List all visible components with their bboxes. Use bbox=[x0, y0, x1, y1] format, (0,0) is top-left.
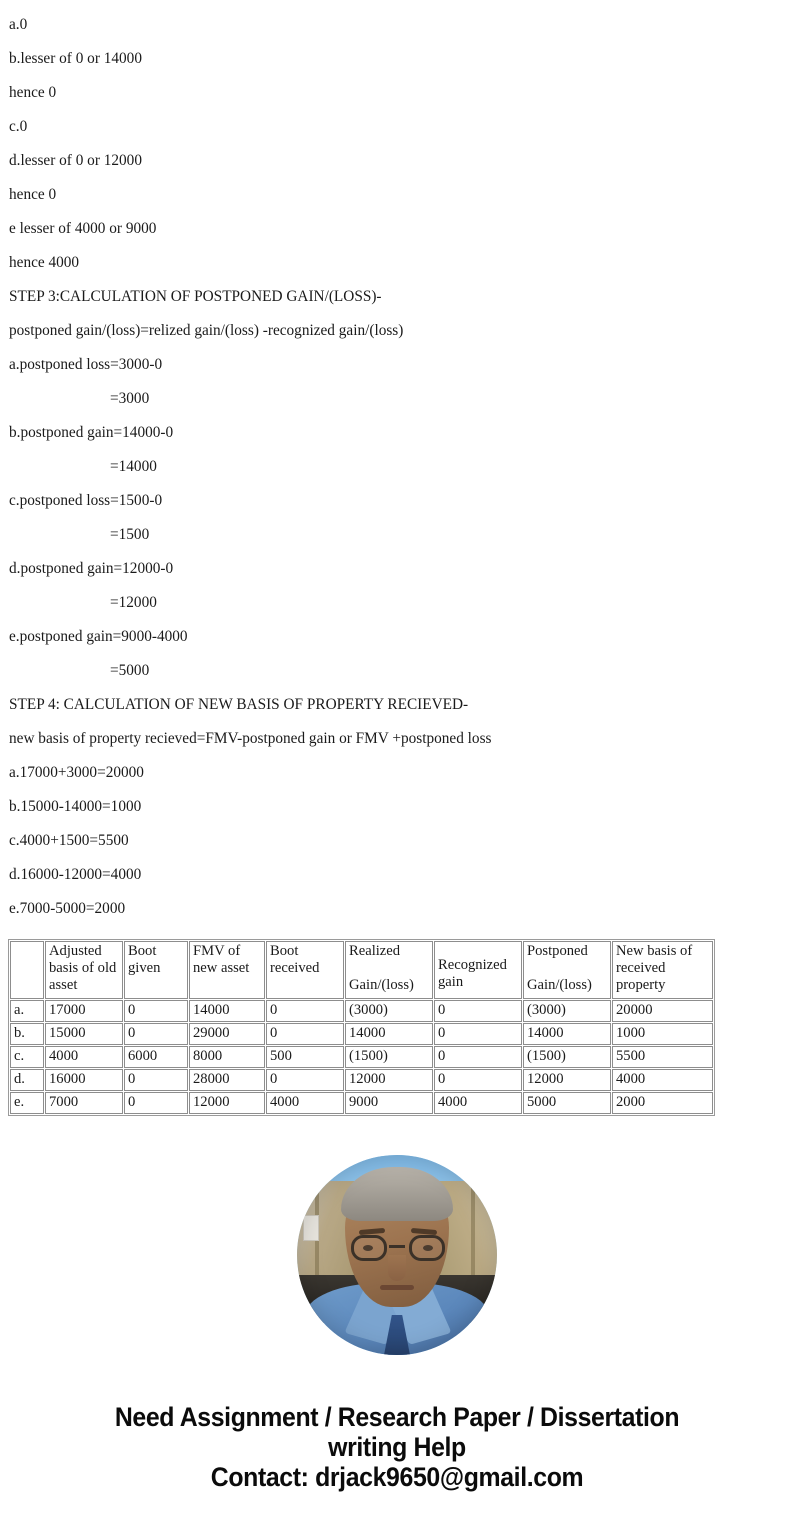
document-line: b.postponed gain=14000-0 bbox=[9, 424, 174, 441]
table-row bbox=[10, 1023, 713, 1045]
cell-postponed-gain-loss: 14000 bbox=[523, 1023, 611, 1045]
results-table-header bbox=[10, 941, 713, 999]
document-line: b.lesser of 0 or 14000 bbox=[9, 50, 142, 67]
cell-adjusted-basis: 4000 bbox=[45, 1046, 123, 1068]
header-cell-postponed-gain-loss bbox=[523, 941, 611, 999]
cell-postponed-gain-loss: 12000 bbox=[523, 1069, 611, 1091]
document-line: =1500 bbox=[110, 526, 150, 543]
document-line: STEP 3:CALCULATION OF POSTPONED GAIN/(LOSS)- bbox=[9, 288, 382, 305]
cell-row-label: c. bbox=[10, 1046, 44, 1068]
document-line: d.lesser of 0 or 12000 bbox=[9, 152, 142, 169]
document-line: c.0 bbox=[9, 118, 28, 135]
cell-fmv-new-asset: 14000 bbox=[189, 1000, 265, 1022]
table-row bbox=[10, 1000, 713, 1022]
cell-new-basis: 1000 bbox=[612, 1023, 713, 1045]
cell-boot-received: 4000 bbox=[266, 1092, 344, 1114]
table-header-row bbox=[10, 941, 713, 999]
document-line: d.16000-12000=4000 bbox=[9, 866, 142, 883]
header-cell-realized-gain-loss bbox=[345, 941, 433, 999]
document-line: e.7000-5000=2000 bbox=[9, 900, 126, 917]
document-line: hence 0 bbox=[9, 84, 57, 101]
cell-adjusted-basis: 7000 bbox=[45, 1092, 123, 1114]
cell-boot-received: 0 bbox=[266, 1023, 344, 1045]
results-table-container bbox=[8, 939, 708, 1116]
document-line: e.postponed gain=9000-4000 bbox=[9, 628, 188, 645]
document-line: e lesser of 4000 or 9000 bbox=[9, 220, 157, 237]
header-line-3: property bbox=[616, 977, 666, 993]
cell-new-basis: 4000 bbox=[612, 1069, 713, 1091]
header-line-2: Gain/(loss) bbox=[349, 977, 414, 993]
header-line-2: Gain/(loss) bbox=[527, 977, 592, 993]
table-row bbox=[10, 1046, 713, 1068]
cell-recognized-gain: 0 bbox=[434, 1069, 522, 1091]
header-cell-boot-received bbox=[266, 941, 344, 999]
cell-boot-received: 500 bbox=[266, 1046, 344, 1068]
document-line: postponed gain/(loss)=relized gain/(loss) -recognized gain/(loss) bbox=[9, 322, 404, 339]
header-line-1: Postponed bbox=[527, 943, 588, 959]
results-table bbox=[8, 939, 715, 1116]
document-line: a.17000+3000=20000 bbox=[9, 764, 144, 781]
cell-recognized-gain: 0 bbox=[434, 1000, 522, 1022]
cell-realized-gain-loss: 14000 bbox=[345, 1023, 433, 1045]
document-line: d.postponed gain=12000-0 bbox=[9, 560, 174, 577]
document-line: STEP 4: CALCULATION OF NEW BASIS OF PROPERTY RECIEVED- bbox=[9, 696, 469, 713]
cell-adjusted-basis: 15000 bbox=[45, 1023, 123, 1045]
header-cell-fmv-new-asset bbox=[189, 941, 265, 999]
cell-boot-received: 0 bbox=[266, 1069, 344, 1091]
promo-footer bbox=[0, 1402, 794, 1492]
document-line: =12000 bbox=[110, 594, 157, 611]
cell-boot-received: 0 bbox=[266, 1000, 344, 1022]
promo-contact-line: Contact: drjack9650@gmail.com bbox=[210, 1462, 584, 1492]
header-cell-adjusted-basis bbox=[45, 941, 123, 999]
cell-row-label: e. bbox=[10, 1092, 44, 1114]
cell-fmv-new-asset: 12000 bbox=[189, 1092, 265, 1114]
cell-adjusted-basis: 16000 bbox=[45, 1069, 123, 1091]
header-line-1: New basis of bbox=[616, 943, 693, 959]
header-line-2: new asset bbox=[193, 960, 250, 976]
cell-boot-given: 0 bbox=[124, 1069, 188, 1091]
header-line-1: Boot bbox=[270, 943, 299, 959]
cell-realized-gain-loss: 9000 bbox=[345, 1092, 433, 1114]
cell-boot-given: 0 bbox=[124, 1000, 188, 1022]
header-line-1: Adjusted bbox=[49, 943, 102, 959]
document-line: =3000 bbox=[110, 390, 150, 407]
document-line: b.15000-14000=1000 bbox=[9, 798, 142, 815]
header-cell-row-label bbox=[10, 941, 44, 999]
cell-recognized-gain: 0 bbox=[434, 1046, 522, 1068]
document-line bbox=[0, 0, 794, 8]
cell-fmv-new-asset: 29000 bbox=[189, 1023, 265, 1045]
header-line-spacer bbox=[349, 960, 429, 977]
cell-new-basis: 20000 bbox=[612, 1000, 713, 1022]
cell-recognized-gain: 4000 bbox=[434, 1092, 522, 1114]
cell-row-label: d. bbox=[10, 1069, 44, 1091]
table-row bbox=[10, 1092, 713, 1114]
header-cell-boot-given bbox=[124, 941, 188, 999]
cell-postponed-gain-loss: (1500) bbox=[523, 1046, 611, 1068]
header-cell-new-basis-received-property bbox=[612, 941, 713, 999]
document-line: c.4000+1500=5500 bbox=[9, 832, 129, 849]
header-line-spacer bbox=[527, 960, 607, 977]
header-cell-recognized-gain bbox=[434, 941, 522, 999]
cell-fmv-new-asset: 28000 bbox=[189, 1069, 265, 1091]
header-line-1: Boot bbox=[128, 943, 157, 959]
cell-fmv-new-asset: 8000 bbox=[189, 1046, 265, 1068]
cell-row-label: a. bbox=[10, 1000, 44, 1022]
results-table-body bbox=[10, 1000, 713, 1114]
header-line-3: asset bbox=[49, 977, 78, 993]
header-line-2: received bbox=[616, 960, 666, 976]
cell-boot-given: 0 bbox=[124, 1023, 188, 1045]
header-line-1: Recognized bbox=[438, 957, 507, 973]
header-line-2: gain bbox=[438, 974, 464, 990]
cell-postponed-gain-loss: (3000) bbox=[523, 1000, 611, 1022]
promo-line-2: writing Help bbox=[328, 1432, 466, 1462]
document-line: a.postponed loss=3000-0 bbox=[9, 356, 163, 373]
header-line-2: received bbox=[270, 960, 320, 976]
avatar bbox=[297, 1155, 497, 1355]
cell-new-basis: 5500 bbox=[612, 1046, 713, 1068]
cell-realized-gain-loss: 12000 bbox=[345, 1069, 433, 1091]
document-line: a.0 bbox=[9, 16, 28, 33]
cell-row-label: b. bbox=[10, 1023, 44, 1045]
document-line: hence 4000 bbox=[9, 254, 80, 271]
promo-line-1: Need Assignment / Research Paper / Dissertation bbox=[114, 1402, 680, 1432]
header-line-1: FMV of bbox=[193, 943, 241, 959]
cell-boot-given: 0 bbox=[124, 1092, 188, 1114]
cell-recognized-gain: 0 bbox=[434, 1023, 522, 1045]
document-line: new basis of property recieved=FMV-postponed gain or FMV +postponed loss bbox=[9, 730, 492, 747]
document-line: =5000 bbox=[110, 662, 150, 679]
cell-realized-gain-loss: (3000) bbox=[345, 1000, 433, 1022]
cell-boot-given: 6000 bbox=[124, 1046, 188, 1068]
header-line-1: Realized bbox=[349, 943, 401, 959]
cell-new-basis: 2000 bbox=[612, 1092, 713, 1114]
photo-vignette bbox=[297, 1155, 497, 1355]
cell-realized-gain-loss: (1500) bbox=[345, 1046, 433, 1068]
table-row bbox=[10, 1069, 713, 1091]
header-line-2: given bbox=[128, 960, 161, 976]
cell-postponed-gain-loss: 5000 bbox=[523, 1092, 611, 1114]
cell-adjusted-basis: 17000 bbox=[45, 1000, 123, 1022]
header-line-2: basis of old bbox=[49, 960, 117, 976]
document-line: c.postponed loss=1500-0 bbox=[9, 492, 163, 509]
document-line: =14000 bbox=[110, 458, 157, 475]
document-line: hence 0 bbox=[9, 186, 57, 203]
